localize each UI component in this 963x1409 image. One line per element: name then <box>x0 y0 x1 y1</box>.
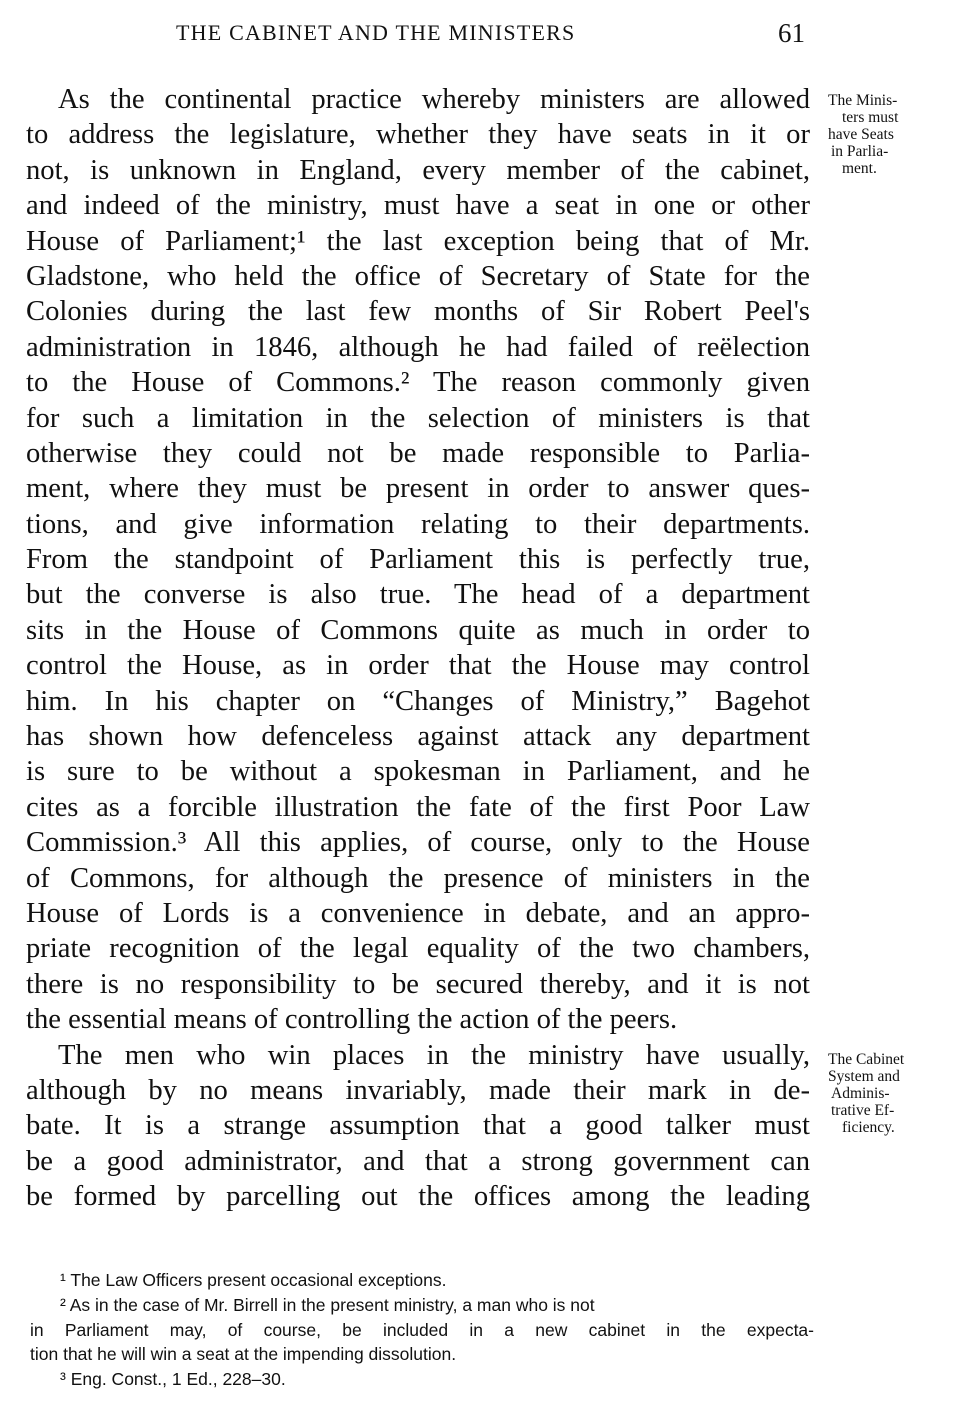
page-number: 61 <box>778 18 805 48</box>
text-line: cites as a forcible illustration the fate of the first Poor Law <box>26 791 810 823</box>
page-header <box>0 18 963 52</box>
running-head: THE CABINET AND THE MINISTERS <box>176 20 576 45</box>
footnote-line: ³ Eng. Const., 1 Ed., 228–30. <box>60 1369 286 1390</box>
text-line: for such a limitation in the selection of ministers is that <box>26 402 810 434</box>
text-line: The men who win places in the ministry have usually, <box>58 1039 810 1071</box>
footnote-line: tion that he will win a seat at the impending dissolution. <box>30 1344 457 1365</box>
footnote-line: in Parliament may, of course, be included in a new cabinet in the expecta- <box>30 1319 814 1340</box>
text-line: to the House of Commons.² The reason commonly given <box>26 367 810 399</box>
text-line: priate recognition of the legal equality of the two chambers, <box>26 933 810 965</box>
margin-note-line: The Cabinet <box>828 1051 905 1068</box>
text-line: not, is unknown in England, every member of the cabinet, <box>26 154 810 186</box>
margin-note-line: have Seats <box>828 126 894 143</box>
text-line: is sure to be without a spokesman in Parliament, and he <box>26 756 810 788</box>
footnotes <box>30 1268 814 1392</box>
text-line: and indeed of the ministry, must have a seat in one or other <box>26 190 810 222</box>
text-line: of Commons, for although the presence of ministers in the <box>26 862 810 894</box>
text-line: House of Parliament;¹ the last exception being that of Mr. <box>26 225 810 257</box>
text-line: otherwise they could not be made responsible to Parlia- <box>26 437 810 469</box>
paragraph-1 <box>26 82 810 1038</box>
margin-note-line: System and <box>828 1068 900 1085</box>
margin-note-ministers-seats <box>828 92 948 177</box>
text-line: him. In his chapter on “Changes of Ministry,” Bagehot <box>26 685 810 717</box>
text-line: From the standpoint of Parliament this is perfectly true, <box>26 544 810 576</box>
text-line: Commission.³ All this applies, of course, only to the House <box>26 827 810 859</box>
margin-note-line: ment. <box>842 160 877 177</box>
body-text <box>26 82 810 1215</box>
text-line: be formed by parcelling out the offices among the leading <box>26 1181 810 1213</box>
text-line: bate. It is a strange assumption that a good talker must <box>26 1110 810 1142</box>
text-line: Colonies during the last few months of Sir Robert Peel's <box>26 296 810 328</box>
margin-note-administrative-efficiency <box>828 1051 948 1136</box>
margin-note-line: The Minis- <box>828 92 898 109</box>
margin-note-line: Adminis- <box>831 1085 890 1102</box>
text-line: to address the legislature, whether they have seats in it or <box>26 119 810 151</box>
text-line: although by no means invariably, made their mark in de- <box>26 1074 810 1106</box>
text-line: be a good administrator, and that a strong government can <box>26 1145 810 1177</box>
text-line: control the House, as in order that the House may control <box>26 650 810 682</box>
footnote-line: ¹ The Law Officers present occasional exceptions. <box>60 1270 447 1290</box>
text-line: tions, and give information relating to their departments. <box>26 508 810 540</box>
text-line: the essential means of controlling the action of the peers. <box>26 1004 678 1036</box>
text-line: ment, where they must be present in order to answer ques- <box>26 473 810 505</box>
text-line: sits in the House of Commons quite as much in order to <box>26 614 810 646</box>
text-line: there is no responsibility to be secured thereby, and it is not <box>26 968 810 1000</box>
margin-note-line: ters must <box>842 109 899 126</box>
paragraph-2 <box>26 1038 810 1215</box>
text-line: Gladstone, who held the office of Secretary of State for the <box>26 260 810 292</box>
text-line: has shown how defenceless against attack any department <box>26 721 810 753</box>
margin-note-line: ficiency. <box>842 1119 895 1136</box>
text-line: administration in 1846, although he had failed of reëlection <box>26 331 810 363</box>
margin-note-line: in Parlia- <box>831 143 889 160</box>
text-line: As the continental practice whereby ministers are allowed <box>58 84 810 115</box>
text-line: but the converse is also true. The head of a department <box>26 579 810 611</box>
margin-note-line: trative Ef- <box>831 1102 895 1119</box>
footnote-line: ² As in the case of Mr. Birrell in the present ministry, a man who is not <box>60 1294 595 1315</box>
text-line: House of Lords is a convenience in debate, and an appro- <box>26 897 810 929</box>
